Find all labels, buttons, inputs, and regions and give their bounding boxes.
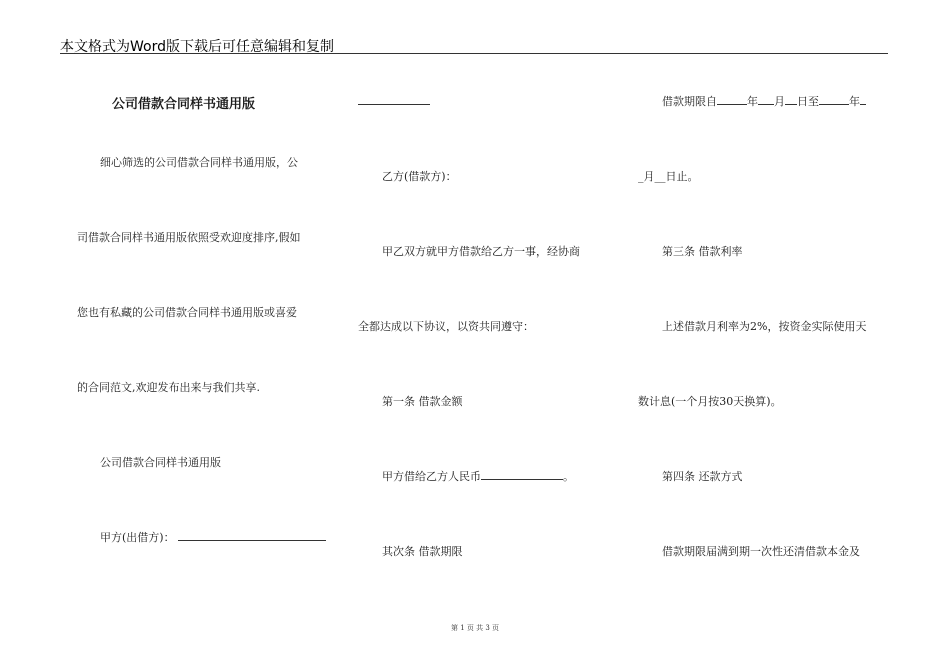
amount-field (382, 468, 574, 484)
paragraph-line: 数计息(一个月按30天换算)。 (638, 395, 782, 408)
paragraph-line: 细心筛选的公司借款合同样书通用版，公 (100, 156, 298, 169)
trailing-blank (860, 94, 866, 105)
amount-blank (481, 469, 563, 480)
end-year-blank (819, 94, 849, 105)
article-heading: 第一条 借款金额 (382, 395, 463, 408)
lender-field (100, 529, 326, 545)
day-to-label: 日至 (797, 95, 819, 108)
article-heading: 其次条 借款期限 (382, 545, 463, 558)
lender-blank (178, 530, 326, 541)
paragraph-line: 司借款合同样书通用版依照受欢迎度排序,假如 (77, 231, 301, 244)
end-year-label: 年 (849, 95, 860, 108)
page-number: 第 1 页 共 3 页 (450, 624, 500, 632)
middle-column (352, 0, 612, 640)
paragraph-line: 借款期限届满到期一次性还清借款本金及 (662, 545, 860, 558)
paragraph-line: 的合同范文,欢迎发布出来与我们共享. (77, 381, 260, 394)
month-label: 月 (774, 95, 785, 108)
paragraph-line: 全都达成以下协议，以资共同遵守： (358, 320, 534, 333)
loan-period-label: 借款期限自 (662, 95, 717, 108)
lender-label: 甲方(出借方)： (100, 531, 175, 544)
year-label: 年 (747, 95, 758, 108)
year-blank (717, 94, 747, 105)
left-column (60, 0, 320, 640)
amount-suffix: 。 (563, 470, 574, 483)
paragraph-line: 您也有私藏的公司借款合同样书通用版或喜爱 (77, 306, 297, 319)
article-heading: 第三条 借款利率 (662, 245, 743, 258)
day-blank (785, 94, 797, 105)
month-blank (758, 94, 774, 105)
document-title: 公司借款合同样书通用版 (112, 97, 256, 112)
loan-period-end: _月__日止。 (638, 170, 699, 183)
continuation-blank (358, 104, 430, 105)
header-title: 本文格式为Word版下载后可任意编辑和复制 (60, 39, 334, 55)
subheading: 公司借款合同样书通用版 (100, 456, 221, 469)
paragraph-line: 甲乙双方就甲方借款给乙方一事，经协商 (382, 245, 580, 258)
right-column (632, 0, 892, 640)
paragraph-line: 上述借款月利率为2%，按资金实际使用天 (662, 320, 867, 333)
loan-period-line (662, 93, 866, 109)
amount-label: 甲方借给乙方人民币 (382, 470, 481, 483)
article-heading: 第四条 还款方式 (662, 470, 743, 483)
borrower-label: 乙方(借款方)： (382, 170, 457, 183)
